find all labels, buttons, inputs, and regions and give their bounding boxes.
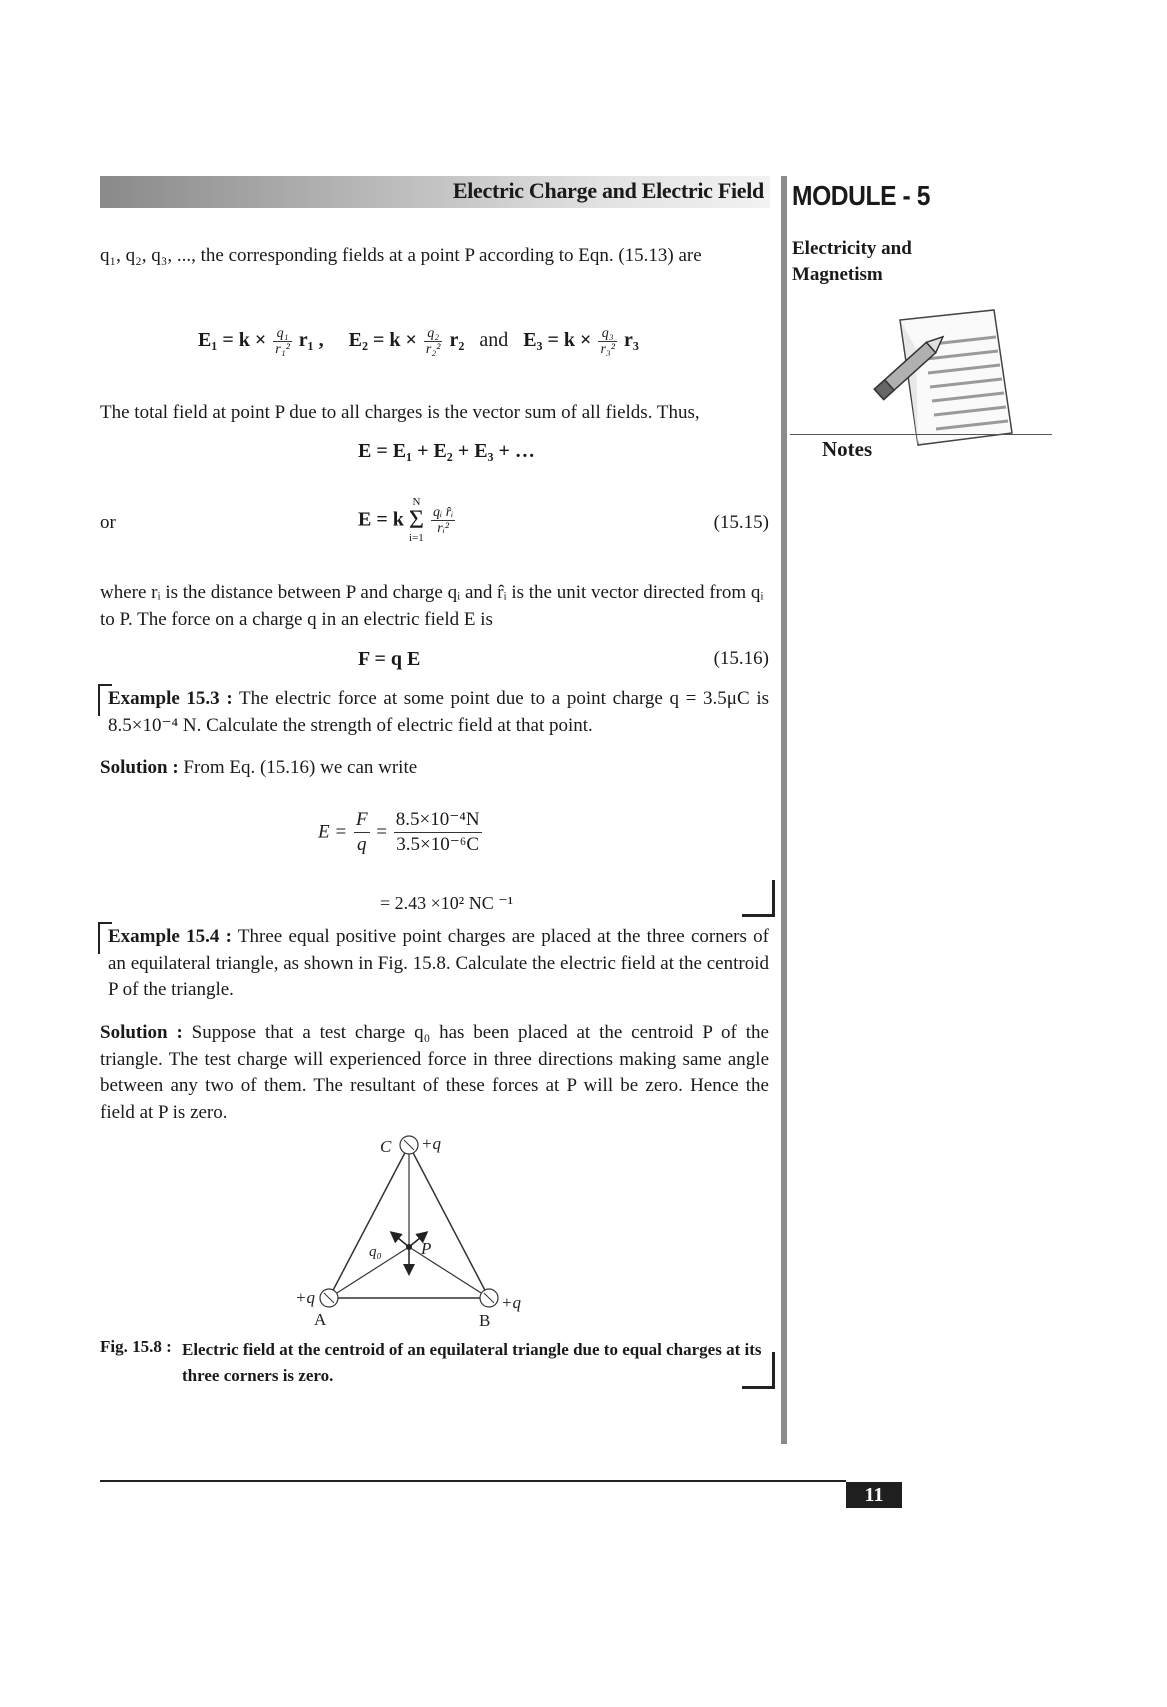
equation-number-15-15: (15.15)	[713, 512, 769, 533]
summation-equation	[358, 496, 457, 544]
calc-equals: =	[376, 821, 388, 843]
calculation-result: = 2.43 ×10² NC ⁻¹	[380, 893, 514, 913]
calc-fraction-2: $\frac{\text{8.5×10⁻⁴N}}{\text{3.5×10⁻⁶C}}$	[395, 809, 480, 855]
vector-sum-equation: E = E₁ + E₂ + E₃ + …	[358, 440, 535, 462]
intro-text: q₁, q₂, q₃, ..., the corresponding fields at a point P according to Eqn. (15.13) are	[100, 245, 702, 266]
vertex-a-charge: +q	[295, 1288, 315, 1307]
equation-number-15-16: (15.16)	[713, 648, 769, 669]
sidebar-divider	[781, 176, 787, 1444]
calc-fraction-1: $\frac{F}{q}$	[355, 809, 368, 855]
notes-label: Notes	[822, 437, 873, 461]
centroid-point	[406, 1244, 412, 1250]
solution-1-text: From Eq. (15.16) we can write	[178, 757, 418, 778]
solution-1	[100, 755, 769, 782]
figure-caption-text: Electric field at the centroid of an equilateral triangle due to equal charges at its three corners is zero.	[182, 1340, 762, 1385]
e3-lhs: E₃ = k ×	[523, 329, 592, 352]
sigma-fraction: $\frac{\text{qᵢ r̂ᵢ}}{\text{rᵢ²}}$	[433, 504, 454, 536]
example-end-marker	[742, 880, 775, 917]
subject-label	[792, 236, 912, 288]
force-arrow-left	[392, 1233, 409, 1247]
example-15-3-label: Example 15.3 :	[108, 688, 233, 709]
vertex-b-charge: +q	[501, 1293, 521, 1312]
example-end-marker-2	[742, 1352, 775, 1389]
module-label: MODULE - 5	[792, 180, 930, 211]
vertex-a-label: A	[314, 1310, 327, 1329]
e2-lhs: E₂ = k ×	[348, 329, 417, 352]
solution-2	[100, 1020, 769, 1126]
e2-fraction: $\frac{\text{q₂}}{\text{r₂²}}$	[425, 326, 441, 357]
example-15-4-text: Three equal positive point charges are placed at the three corners of an equilateral triangle, as shown in Fig. 15.8. Calculate the electric field at the centroid P of the triangle.	[108, 926, 769, 1000]
test-charge-label: q₀	[369, 1244, 382, 1260]
force-equation: F = q E	[358, 648, 421, 670]
e1-fraction: $\frac{\text{q₁}}{\text{r₁²}}$	[275, 326, 290, 357]
e3-vector: r₃	[623, 329, 639, 352]
example-15-3	[108, 686, 769, 739]
figure-caption-label: Fig. 15.8 :	[100, 1337, 172, 1356]
footer-rule	[100, 1480, 846, 1482]
calculation	[318, 808, 484, 857]
notes-rule	[790, 434, 1052, 435]
vertex-c-label: C	[380, 1137, 392, 1156]
example-15-4	[108, 924, 769, 1004]
example-15-4-label: Example 15.4 :	[108, 926, 232, 947]
vertex-b-label: B	[479, 1311, 491, 1330]
sigma-symbol: N Σ i=1	[408, 496, 424, 544]
vertex-c-charge: +q	[421, 1134, 441, 1153]
e2-vector: r₂	[449, 329, 465, 352]
field-equations	[198, 326, 639, 357]
total-field-text: The total field at point P due to all charges is the vector sum of all fields. Thus,	[100, 402, 700, 423]
or-word: or	[100, 512, 116, 533]
e3-fraction: $\frac{\text{q₃}}{\text{r₃²}}$	[600, 326, 615, 357]
solution-1-label: Solution :	[100, 757, 179, 778]
sigma-lhs: E = k	[358, 508, 404, 531]
e1-vector: r₁ ,	[298, 329, 324, 352]
triangle-figure	[280, 1125, 540, 1330]
notes-pencil-icon	[862, 305, 1022, 455]
subject-line-2: Magnetism	[792, 264, 883, 285]
example-15-3-text: The electric force at some point due to a point charge q = 3.5μC is 8.5×10⁻⁴ N. Calculate the strength of electric field at that point.	[108, 688, 769, 736]
solution-2-label: Solution :	[100, 1022, 183, 1043]
page-number: 11	[846, 1482, 902, 1508]
e1-lhs: E₁ = k ×	[198, 329, 267, 352]
where-text: where rᵢ is the distance between P and charge qᵢ and r̂ᵢ is the unit vector directed from qᵢ to P. The force on a charge q in an electric field E is	[100, 582, 764, 630]
and-word: and	[479, 329, 509, 352]
chapter-title: Electric Charge and Electric Field	[452, 178, 764, 203]
centroid-label: P	[421, 1239, 432, 1258]
calc-lhs: E =	[318, 821, 348, 843]
subject-line-1: Electricity and	[792, 238, 912, 259]
solution-2-text: Suppose that a test charge q₀ has been placed at the centroid P of the triangle. The test charge will experienced force in three directions making same angle between any two of them. The resultant of these forces at P will be zero. Hence the field at P is zero.	[100, 1022, 769, 1123]
